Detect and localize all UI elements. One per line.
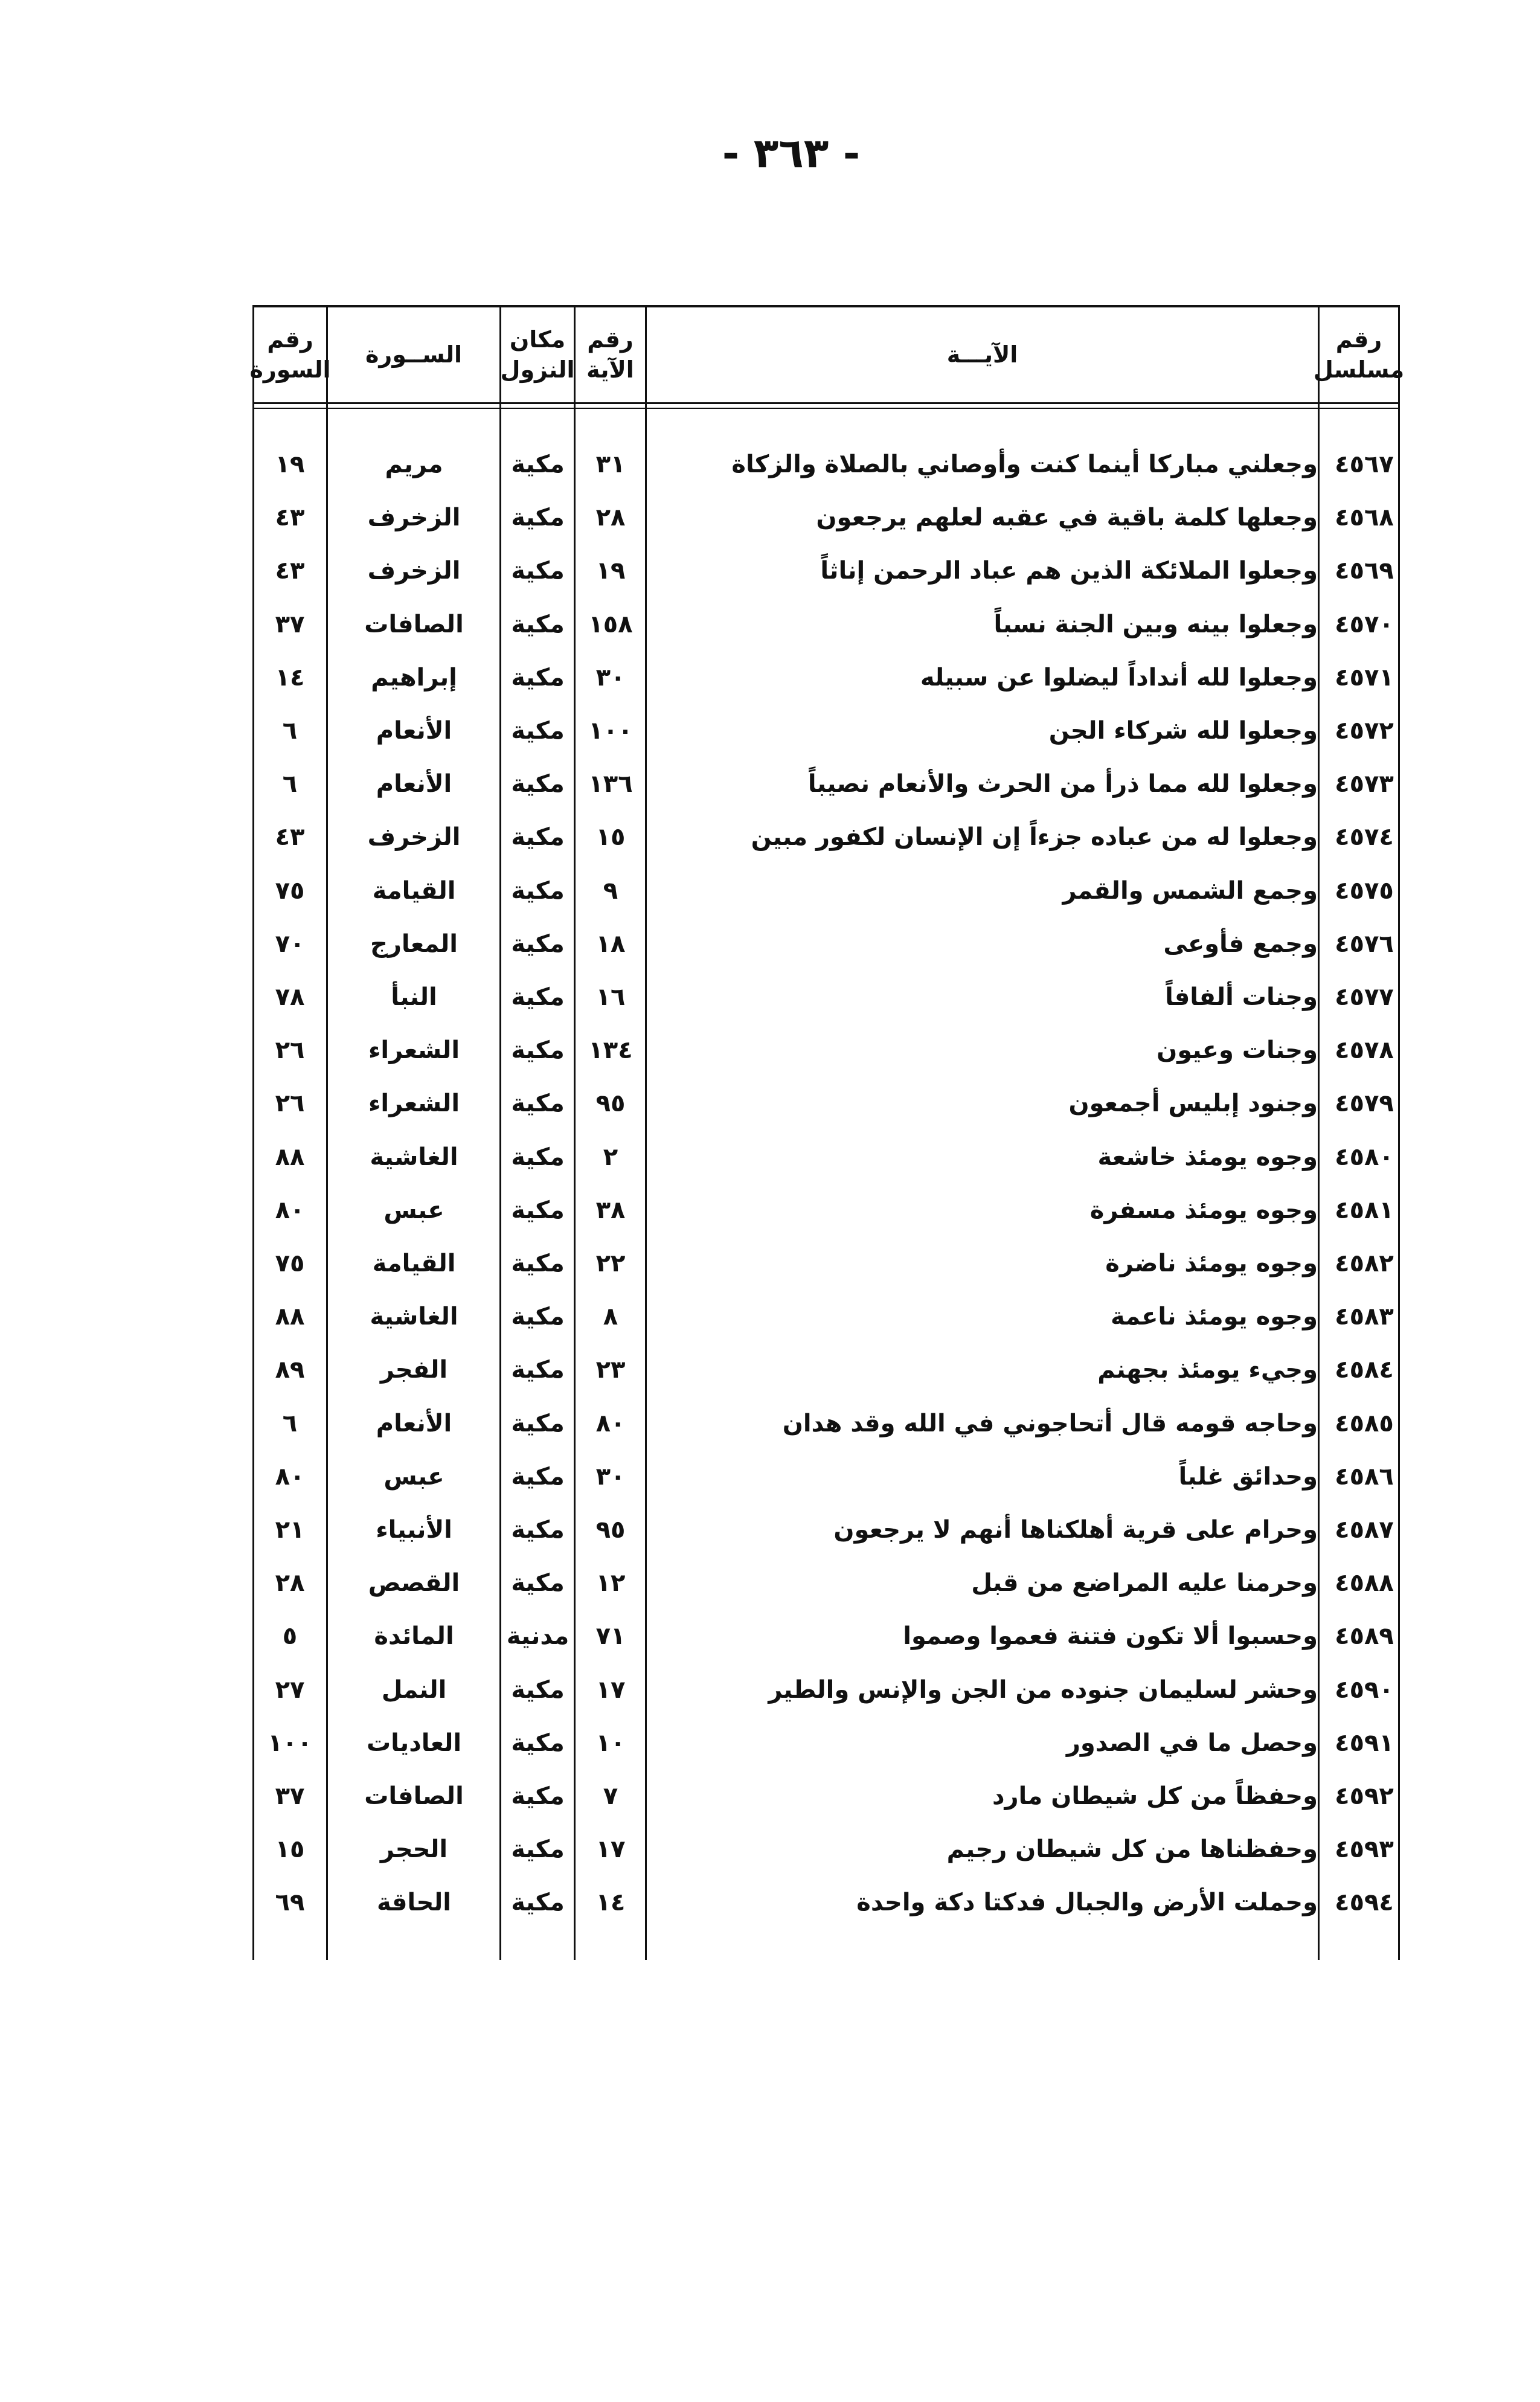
- table-row: [252, 1024, 1400, 1077]
- surah-cell: إبراهيم: [371, 663, 457, 692]
- place-cell: مكية: [511, 1782, 565, 1810]
- table-row: [252, 1397, 1400, 1450]
- serial-cell: ٤٥٨١: [1335, 1196, 1394, 1224]
- ayah-number-cell: ٢٨: [595, 504, 626, 532]
- table-row: [252, 1077, 1400, 1130]
- ayah-number-cell: ١٨: [595, 930, 626, 958]
- surah-cell: القيامة: [372, 1250, 456, 1277]
- surah-number-cell: ٢٨: [275, 1569, 305, 1598]
- ayah-number-cell: ١٠٠: [588, 717, 633, 745]
- place-cell: مكية: [511, 663, 565, 692]
- surah-number-cell: ٢١: [275, 1516, 305, 1544]
- ayah-number-cell: ١٣٦: [588, 770, 633, 798]
- surah-number-cell: ٥: [282, 1622, 298, 1651]
- table-row: [252, 1290, 1400, 1343]
- surah-cell: مريم: [385, 451, 443, 478]
- table-row: [252, 544, 1400, 597]
- place-cell: مكية: [511, 1889, 565, 1917]
- table-row: [252, 757, 1400, 811]
- verse-cell: وحملت الأرض والجبال فدكتا دكة واحدة: [856, 1889, 1318, 1917]
- verse-cell: وحشر لسليمان جنوده من الجن والإنس والطير: [768, 1675, 1318, 1704]
- verse-cell: وحدائق غلباً: [1178, 1462, 1318, 1491]
- serial-cell: ٤٥٨٨: [1335, 1569, 1394, 1598]
- table-row: [252, 1184, 1400, 1237]
- table-row: [252, 651, 1400, 704]
- table-row: [252, 491, 1400, 544]
- surah-number-cell: ٢٧: [275, 1675, 305, 1704]
- place-cell: مكية: [511, 1036, 565, 1065]
- ayah-number-cell: ١٧: [595, 1675, 626, 1704]
- surah-number-cell: ١٥: [275, 1835, 305, 1864]
- table-row: [252, 704, 1400, 757]
- place-cell: مكية: [511, 1303, 565, 1331]
- serial-cell: ٤٥٩٢: [1335, 1782, 1394, 1810]
- surah-number-cell: ٨٩: [275, 1356, 305, 1384]
- table-row: [252, 1876, 1400, 1929]
- ayah-number-cell: ١٩: [595, 557, 626, 585]
- surah-number-cell: ٢٦: [275, 1036, 305, 1065]
- serial-cell: ٤٥٧٩: [1335, 1090, 1394, 1118]
- ayah-number-cell: ٩٥: [595, 1516, 626, 1544]
- table-row: [252, 438, 1400, 491]
- serial-cell: ٤٥٦٩: [1335, 557, 1394, 585]
- serial-cell: ٤٥٨٧: [1335, 1516, 1394, 1544]
- verse-cell: وحفظاً من كل شيطان مارد: [992, 1782, 1318, 1810]
- serial-cell: ٤٥٩٠: [1335, 1675, 1394, 1704]
- surah-number-cell: ٧٥: [275, 1250, 305, 1277]
- ayah-number-cell: ٨٠: [595, 1409, 626, 1437]
- serial-cell: ٤٥٧٦: [1335, 930, 1394, 958]
- surah-number-cell: ٣٧: [275, 1782, 305, 1810]
- surah-cell: الشعراء: [368, 1090, 460, 1118]
- verse-cell: وجعلوا له من عباده جزءاً إن الإنسان لكفور مبين: [751, 823, 1318, 852]
- surah-number-cell: ٦: [282, 1409, 298, 1437]
- surah-number-cell: ٦٩: [275, 1889, 305, 1917]
- serial-cell: ٤٥٧٧: [1335, 983, 1394, 1011]
- ayah-number-cell: ٧١: [595, 1622, 626, 1651]
- ayah-number-cell: ١٥٨: [588, 610, 633, 638]
- header-ayah-number: رقم الآية: [586, 326, 634, 383]
- verse-cell: وجيء يومئذ بجهنم: [1097, 1356, 1318, 1384]
- serial-cell: ٤٥٨٩: [1335, 1622, 1394, 1651]
- table-row: [252, 811, 1400, 864]
- serial-cell: ٤٥٧٤: [1335, 823, 1394, 852]
- table-row: [252, 1663, 1400, 1716]
- verse-cell: وجنات وعيون: [1157, 1036, 1318, 1065]
- ayah-number-cell: ٢: [603, 1143, 618, 1171]
- surah-number-cell: ٧٥: [275, 876, 305, 905]
- ayah-number-cell: ١٥: [595, 823, 626, 852]
- ayah-number-cell: ٢٢: [595, 1250, 626, 1277]
- ayah-number-cell: ٢٣: [595, 1356, 626, 1384]
- header-surah-number: رقم السورة: [249, 326, 331, 383]
- table-row: [252, 1450, 1400, 1503]
- table-row: [252, 1610, 1400, 1663]
- verse-cell: وجعلوا لله مما ذرأ من الحرث والأنعام نصيباً: [807, 770, 1318, 798]
- surah-cell: الزخرف: [367, 823, 461, 852]
- surah-cell: عبس: [383, 1462, 444, 1491]
- table-row: [252, 1343, 1400, 1396]
- place-cell: مكية: [511, 1729, 565, 1757]
- place-cell: مكية: [511, 1409, 565, 1437]
- place-cell: مكية: [511, 717, 565, 745]
- ayah-number-cell: ٣٠: [595, 1462, 626, 1491]
- surah-number-cell: ٤٣: [275, 557, 305, 585]
- verse-cell: وجعلني مباركا أينما كنت وأوصاني بالصلاة والزكاة: [731, 451, 1318, 478]
- verse-cell: وجمع الشمس والقمر: [1062, 876, 1318, 905]
- place-cell: مكية: [511, 983, 565, 1011]
- ayah-number-cell: ١٠: [595, 1729, 626, 1757]
- surah-cell: المعارج: [370, 930, 458, 958]
- header-verse: الآيـــة: [946, 341, 1018, 368]
- surah-cell: الزخرف: [367, 504, 461, 532]
- surah-cell: النبأ: [391, 983, 437, 1011]
- verse-cell: وجوه يومئذ خاشعة: [1097, 1143, 1318, 1171]
- place-cell: مكية: [511, 1196, 565, 1224]
- surah-cell: القصص: [368, 1569, 460, 1598]
- place-cell: مكية: [511, 770, 565, 798]
- verse-cell: وحرمنا عليه المراضع من قبل: [971, 1569, 1318, 1598]
- ayah-number-cell: ١٧: [595, 1835, 626, 1864]
- serial-cell: ٤٥٧٠: [1335, 610, 1394, 638]
- surah-number-cell: ١٠٠: [268, 1729, 312, 1757]
- ayah-number-cell: ٩٥: [595, 1090, 626, 1118]
- place-cell: مكية: [511, 451, 565, 478]
- serial-cell: ٤٥٨٤: [1335, 1356, 1394, 1384]
- place-cell: مكية: [511, 876, 565, 905]
- surah-cell: النمل: [381, 1675, 447, 1704]
- table-row: [252, 1237, 1400, 1290]
- surah-cell: الحجر: [380, 1835, 448, 1864]
- verse-cell: وجعلها كلمة باقية في عقبه لعلهم يرجعون: [816, 504, 1318, 532]
- surah-number-cell: ٤٣: [275, 504, 305, 532]
- table-row: [252, 917, 1400, 971]
- verse-cell: وجوه يومئذ ناعمة: [1111, 1303, 1318, 1331]
- place-cell: مكية: [511, 1462, 565, 1491]
- ayah-number-cell: ١٦: [595, 983, 626, 1011]
- page-number: - ٣٦٣ -: [722, 130, 861, 178]
- verse-cell: وجمع فأوعى: [1163, 930, 1318, 958]
- surah-number-cell: ٧٠: [275, 930, 305, 958]
- ayah-number-cell: ١٤: [595, 1889, 626, 1917]
- surah-number-cell: ٨٠: [275, 1462, 305, 1491]
- surah-number-cell: ٦: [282, 717, 298, 745]
- ayah-number-cell: ٣٠: [595, 663, 626, 692]
- surah-number-cell: ٢٦: [275, 1090, 305, 1118]
- serial-cell: ٤٥٨٦: [1335, 1462, 1394, 1491]
- surah-cell: الفجر: [380, 1356, 448, 1384]
- ayah-number-cell: ١٣٤: [588, 1036, 633, 1065]
- surah-cell: الأنعام: [376, 1409, 452, 1437]
- table-row: [252, 1770, 1400, 1823]
- header-serial: رقم مسلسل: [1313, 326, 1405, 383]
- serial-cell: ٤٥٩٤: [1335, 1889, 1394, 1917]
- header-surah: الســورة: [365, 341, 463, 368]
- place-cell: مكية: [511, 557, 565, 585]
- serial-cell: ٤٥٦٧: [1335, 451, 1394, 478]
- surah-number-cell: ١٤: [275, 663, 305, 692]
- ayah-number-cell: ٣١: [595, 451, 626, 478]
- surah-number-cell: ٨٨: [275, 1143, 305, 1171]
- ayah-number-cell: ٧: [603, 1782, 618, 1810]
- surah-number-cell: ٦: [282, 770, 298, 798]
- place-cell: مكية: [511, 1569, 565, 1598]
- serial-cell: ٤٥٦٨: [1335, 504, 1394, 532]
- surah-cell: الحاقة: [376, 1889, 452, 1917]
- surah-cell: الشعراء: [368, 1036, 460, 1065]
- serial-cell: ٤٥٧٣: [1335, 770, 1394, 798]
- surah-cell: المائدة: [374, 1622, 454, 1651]
- verse-cell: وجعلوا بينه وبين الجنة نسباً: [993, 610, 1318, 638]
- serial-cell: ٤٥٨٠: [1335, 1143, 1394, 1171]
- verse-cell: وجوه يومئذ ناضرة: [1105, 1250, 1318, 1277]
- table-row: [252, 1556, 1400, 1610]
- surah-cell: الغاشية: [370, 1303, 458, 1331]
- place-cell: مكية: [511, 823, 565, 852]
- surah-number-cell: ٧٨: [275, 983, 305, 1011]
- serial-cell: ٤٥٧١: [1335, 663, 1394, 692]
- surah-cell: عبس: [383, 1196, 444, 1224]
- place-cell: مكية: [511, 1250, 565, 1277]
- verse-cell: وجنود إبليس أجمعون: [1068, 1090, 1318, 1118]
- ayah-number-cell: ٣٨: [595, 1196, 626, 1224]
- serial-cell: ٤٥٧٨: [1335, 1036, 1394, 1065]
- verse-cell: وجعلوا لله أنداداً ليضلوا عن سبيله: [920, 663, 1318, 692]
- surah-cell: الأنعام: [376, 717, 452, 745]
- serial-cell: ٤٥٨٢: [1335, 1250, 1394, 1277]
- place-cell: مكية: [511, 610, 565, 638]
- surah-number-cell: ٨٠: [275, 1196, 305, 1224]
- table-row: [252, 598, 1400, 651]
- verse-cell: وجعلوا الملائكة الذين هم عباد الرحمن إناثاً: [820, 557, 1318, 585]
- table-row: [252, 1503, 1400, 1556]
- serial-cell: ٤٥٨٣: [1335, 1303, 1394, 1331]
- verse-cell: وجعلوا لله شركاء الجن: [1048, 717, 1318, 745]
- place-cell: مكية: [511, 1835, 565, 1864]
- verse-cell: وحفظناها من كل شيطان رجيم: [946, 1835, 1318, 1864]
- serial-cell: ٤٥٩١: [1335, 1729, 1394, 1757]
- verse-cell: وحسبوا ألا تكون فتنة فعموا وصموا: [903, 1622, 1318, 1651]
- verse-cell: وحاجه قومه قال أتحاجوني في الله وقد هدان: [782, 1409, 1318, 1437]
- place-cell: مكية: [511, 1143, 565, 1171]
- header-place: مكان النزول: [500, 326, 575, 383]
- place-cell: مدنية: [506, 1622, 569, 1651]
- surah-cell: الصافات: [364, 610, 464, 638]
- serial-cell: ٤٥٧٥: [1335, 876, 1394, 905]
- table-row: [252, 971, 1400, 1024]
- place-cell: مكية: [511, 1356, 565, 1384]
- serial-cell: ٤٥٨٥: [1335, 1409, 1394, 1437]
- header-bottom-rule-2: [252, 408, 1400, 409]
- ayah-number-cell: ٨: [603, 1303, 618, 1331]
- place-cell: مكية: [511, 1090, 565, 1118]
- verse-cell: وحصل ما في الصدور: [1066, 1729, 1318, 1757]
- surah-cell: القيامة: [372, 876, 456, 905]
- serial-cell: ٤٥٧٢: [1335, 717, 1394, 745]
- ayah-number-cell: ٩: [603, 876, 618, 905]
- place-cell: مكية: [511, 930, 565, 958]
- table-row: [252, 1716, 1400, 1770]
- surah-cell: الأنعام: [376, 770, 452, 798]
- surah-cell: الأنبياء: [376, 1516, 452, 1544]
- table-row: [252, 1131, 1400, 1184]
- surah-cell: الزخرف: [367, 557, 461, 585]
- table-row: [252, 864, 1400, 917]
- verse-cell: وجوه يومئذ مسفرة: [1089, 1196, 1318, 1224]
- surah-cell: الغاشية: [370, 1143, 458, 1171]
- surah-number-cell: ٣٧: [275, 610, 305, 638]
- place-cell: مكية: [511, 1516, 565, 1544]
- verse-cell: وجنات ألفافاً: [1165, 983, 1318, 1011]
- surah-cell: العاديات: [366, 1729, 462, 1757]
- table-row: [252, 1823, 1400, 1876]
- ayah-number-cell: ١٢: [595, 1569, 626, 1598]
- surah-number-cell: ٤٣: [275, 823, 305, 852]
- surah-number-cell: ٨٨: [275, 1303, 305, 1331]
- serial-cell: ٤٥٩٣: [1335, 1835, 1394, 1864]
- place-cell: مكية: [511, 1675, 565, 1704]
- verse-cell: وحرام على قرية أهلكناها أنهم لا يرجعون: [833, 1516, 1318, 1544]
- place-cell: مكية: [511, 504, 565, 532]
- surah-cell: الصافات: [364, 1782, 464, 1810]
- surah-number-cell: ١٩: [275, 451, 305, 478]
